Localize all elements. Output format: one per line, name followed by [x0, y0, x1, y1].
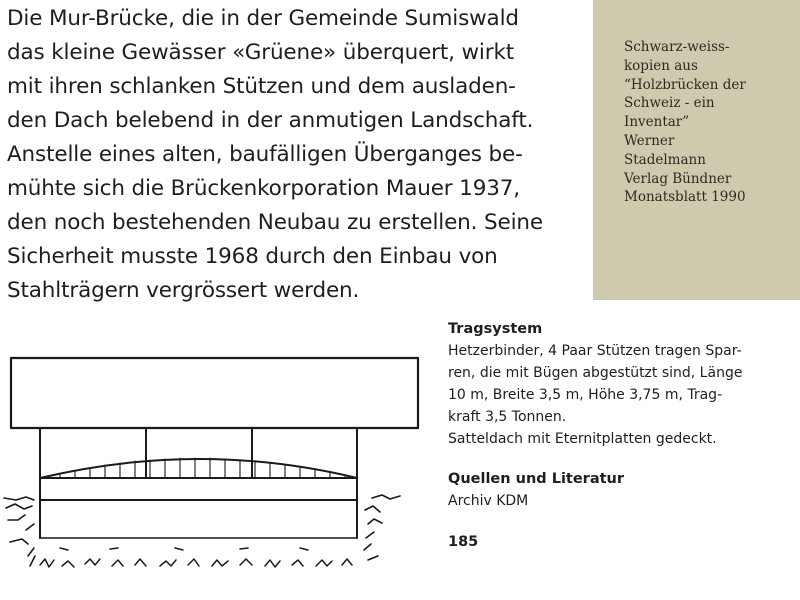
tragsystem-line: kraft 3,5 Tonnen.: [448, 409, 567, 425]
source-note-line: Inventar”: [624, 114, 690, 131]
source-note-line: Verlag Bündner: [624, 170, 732, 187]
tragsystem-line: Satteldach mit Eternitplatten gedeckt.: [448, 431, 717, 447]
main-text-line: Die Mur-Brücke, die in der Gemeinde Sumiswald: [7, 6, 519, 31]
source-note: [593, 0, 800, 300]
page-number: 185: [448, 534, 479, 550]
right-bank-hatching: [364, 495, 400, 560]
main-text-line: Anstelle eines alten, baufälligen Überganges be-: [7, 142, 523, 167]
bridge-truss-arch: [40, 459, 357, 478]
tragsystem-line: ren, die mit Bügen abgestützt sind, Länge: [448, 365, 743, 381]
specs-column: [448, 318, 800, 550]
source-note-line: Schweiz - ein: [624, 95, 715, 112]
main-text-line: den noch bestehenden Neubau zu erstellen. Seine: [7, 210, 543, 235]
ground-hatching: [40, 548, 352, 567]
bridge-roof: [11, 358, 418, 428]
left-bank-hatching: [4, 497, 35, 566]
tragsystem-heading: Tragsystem: [448, 321, 543, 337]
main-text-line: den Dach belebend in der anmutigen Landschaft.: [7, 108, 534, 133]
source-note-line: Monatsblatt 1990: [624, 189, 746, 206]
source-note-line: kopien aus: [624, 57, 698, 74]
main-text-line: mit ihren schlanken Stützen und dem ausladen-: [7, 74, 516, 99]
main-text-line: Stahlträgern vergrössert werden.: [7, 278, 360, 303]
main-text-line: das kleine Gewässer «Grüene» überquert, wirkt: [7, 40, 515, 65]
main-text-block: [7, 2, 587, 308]
bridge-elevation-drawing: [0, 318, 440, 600]
quellen-line: Archiv KDM: [448, 493, 529, 509]
source-note-line: “Holzbrücken der: [624, 76, 746, 93]
main-text-line: mühte sich die Brückenkorporation Mauer 1937,: [7, 176, 520, 201]
source-note-line: Stadelmann: [624, 151, 706, 168]
source-note-line: Schwarz-weiss-: [624, 39, 730, 55]
source-note-line: Werner: [624, 132, 675, 149]
tragsystem-line: 10 m, Breite 3,5 m, Höhe 3,75 m, Trag-: [448, 387, 723, 403]
tragsystem-line: Hetzerbinder, 4 Paar Stützen tragen Spar-: [448, 343, 742, 359]
main-text-line: Sicherheit musste 1968 durch den Einbau von: [7, 244, 498, 269]
quellen-heading: Quellen und Literatur: [448, 471, 625, 487]
